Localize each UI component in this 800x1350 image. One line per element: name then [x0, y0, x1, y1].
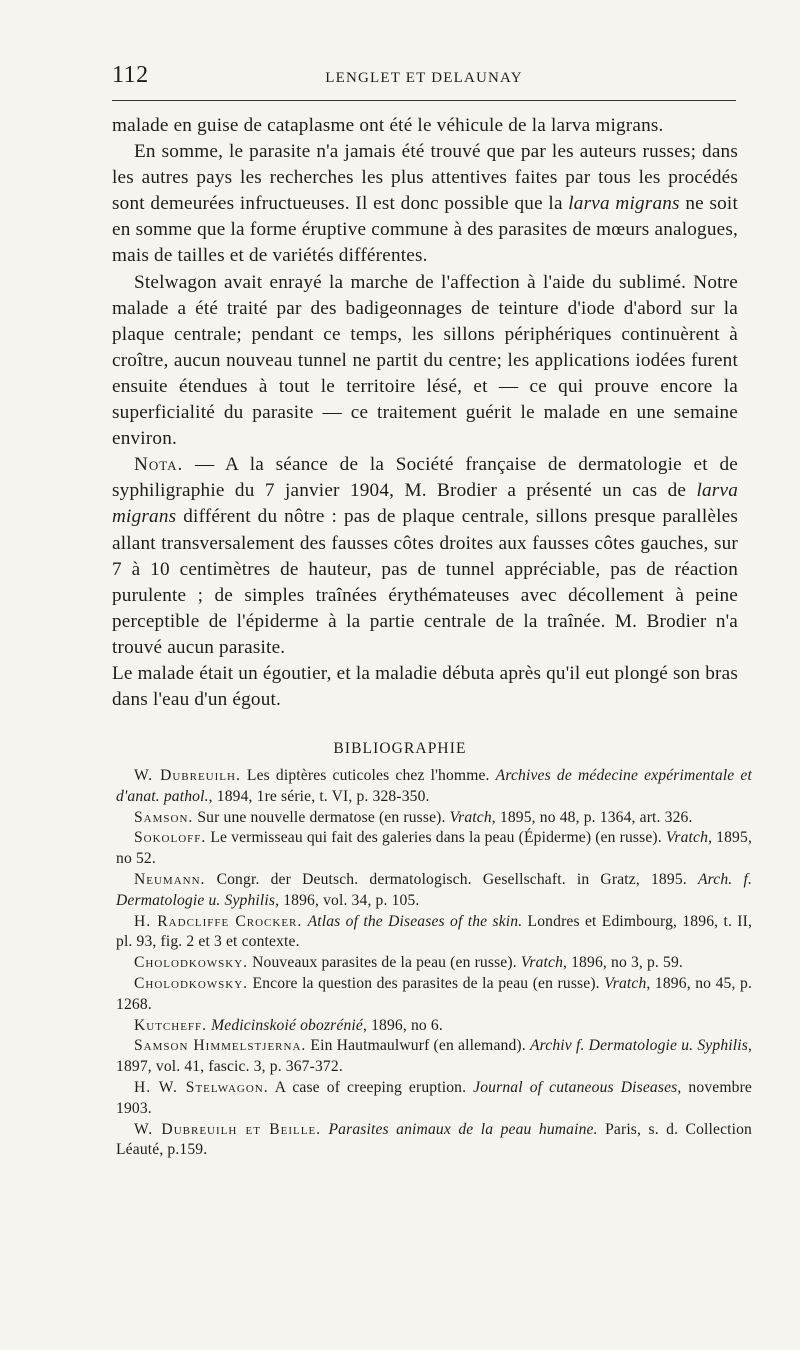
nota-label: Nota.	[134, 454, 184, 476]
bibliography-entry: Neumann. Congr. der Deutsch. dermatologisch. Gesellschaft. in Gratz, 1895. Arch. f. Dermatologie u. Syphilis, 1896, vol. 34, p. 105.	[116, 870, 752, 909]
paragraph: En somme, le parasite n'a jamais été trouvé que par les auteurs russes; dans les autres pays les recherches les plus attentives faites par tous les procédés sont demeurées infructueuses. Il est donc possible que la larva migrans ne soit en somme que la forme éruptive commune à des parasites de mœurs analogues, mais de tailles et de variétés différentes.	[112, 141, 738, 267]
paragraph: malade en guise de cataplasme ont été le véhicule de la larva migrans.	[112, 115, 664, 136]
bibliography-entry: Cholodkowsky. Nouveaux parasites de la peau (en russe). Vratch, 1896, no 3, p. 59.	[134, 954, 683, 972]
bibliography-list	[116, 766, 752, 1161]
page-number: 112	[112, 62, 149, 88]
bibliography-entry: Samson Himmelstjerna. Ein Hautmaulwurf (en allemand). Archiv f. Dermatologie u. Syphilis, 1897, vol. 41, fascic. 3, p. 367-372.	[116, 1037, 752, 1076]
bibliography-entry: Sokoloff. Le vermisseau qui fait des galeries dans la peau (Épiderme) (en russe). Vratch, 1895, no 52.	[116, 829, 752, 868]
italic-term: larva migrans	[568, 193, 680, 215]
bibliography-entry: W. Dubreuilh et Beille. Parasites animaux de la peau humaine. Paris, s. d. Collection Léauté, p.159.	[116, 1120, 753, 1159]
bibliography-heading: BIBLIOGRAPHIE	[333, 740, 467, 757]
bibliography-entry: H. Radcliffe Crocker. Atlas of the Diseases of the skin. Londres et Edimbourg, 1896, t. II, pl. 93, fig. 2 et 3 et contexte.	[116, 912, 752, 951]
paragraph-nota: Nota. — A la séance de la Société française de dermatologie et de syphiligraphie du 7 janvier 1904, M. Brodier a présenté un cas de larva migrans différent du nôtre : pas de plaque centrale, sillons presque parallèles allant transversalement des fausses côtes droites aux fausses côtes gauches, sur 7 à 10 centimètres de hauteur, pas de tunnel appréciable, pas de réaction purulente ; de simples traînées érythémateuses avec décollement à peine perceptible de l'épiderme à la partie centrale de la traînée. M. Brodier n'a trouvé aucun parasite.	[112, 454, 738, 658]
bibliography-entry: Samson. Sur une nouvelle dermatose (en russe). Vratch, 1895, no 48, p. 1364, art. 326.	[134, 808, 693, 826]
running-title: LENGLET ET DELAUNAY	[325, 70, 523, 86]
italic-term: larva migrans	[112, 480, 738, 528]
page-header	[112, 60, 736, 100]
bibliography-entry: W. Dubreuilh. Les diptères cuticoles chez l'homme. Archives de médecine expérimentale et d'anat. pathol., 1894, 1re série, t. VI, p. 328-350.	[116, 767, 752, 805]
body-text	[112, 113, 738, 713]
bibliography-entry: H. W. Stelwagon. A case of creeping eruption. Journal of cutaneous Diseases, novembre 1903.	[116, 1078, 752, 1117]
bibliography-entry: Kutcheff. Medicinskoié obozrénié, 1896, no 6.	[134, 1016, 443, 1034]
paragraph: Stelwagon avait enrayé la marche de l'affection à l'aide du sublimé. Notre malade a été traité par des badigeonnages de teinture d'iode d'abord sur la plaque centrale; pendant ce temps, les sillons périphériques continuèrent à croître, aucun nouveau tunnel ne partit du centre; les applications iodées furent ensuite étendues à tout le territoire lésé, et — ce qui prouve encore la superficialité du parasite — ce traitement guérit le malade en une semaine environ.	[112, 271, 738, 450]
paragraph: Le malade était un égoutier, et la maladie débuta après qu'il eut plongé son bras dans l'eau d'un égout.	[112, 662, 738, 711]
header-rule	[112, 100, 736, 101]
bibliography-entry: Cholodkowsky. Encore la question des parasites de la peau (en russe). Vratch, 1896, no 45, p. 1268.	[116, 974, 752, 1013]
